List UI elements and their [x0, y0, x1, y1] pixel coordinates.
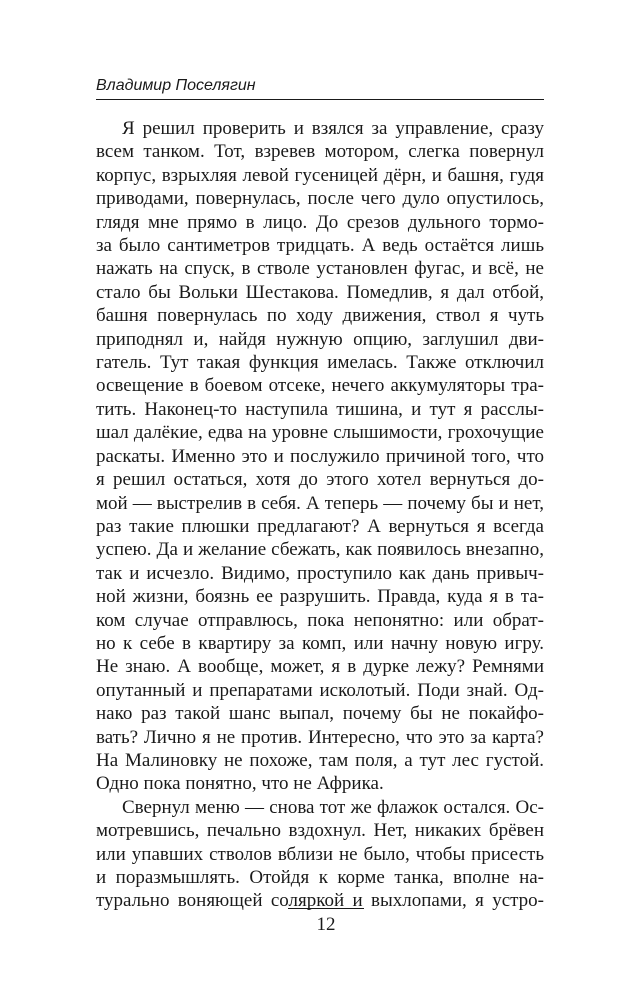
text-line: за было сантиметров тридцать. А ведь остаётся лишь: [96, 235, 544, 257]
header-divider: [96, 99, 544, 100]
text-line: тить. Наконец-то наступила тишина, и тут я расслы-: [96, 398, 544, 420]
text-line: нажать на спуск, в стволе установлен фугас, и всё, не: [96, 258, 544, 280]
text-line: Я решил проверить и взялся за управление, сразу: [122, 118, 544, 139]
body-text: [96, 117, 544, 913]
text-line: Свернул меню — снова тот же флажок остался. Ос-: [122, 796, 544, 818]
text-line: Не знаю. А вообще, может, я в дурке лежу? Ремнями: [96, 656, 544, 678]
text-line: раз такие плюшки предлагают? А вернуться я всегда: [96, 515, 544, 537]
text-line: освещение в боевом отсеке, нечего аккумуляторы тра-: [96, 375, 544, 397]
text-line: шал далёкие, едва на уровне слышимости, грохочущие: [96, 422, 544, 444]
text-line: глядя мне прямо в лицо. До срезов дульного тормо-: [96, 211, 544, 233]
text-line: корпус, взрыхляя левой гусеницей дёрн, и башня, гудя: [96, 164, 544, 186]
text-line: турально воняющей соляркой и выхлопами, я устро-: [96, 890, 544, 912]
text-line: вать? Лично я не против. Интересно, что это за карта?: [96, 726, 544, 748]
text-line: На Малиновку не похоже, там поля, а тут лес густой.: [96, 749, 544, 771]
text-line: всем танком. Тот, взревев мотором, слегка повернул: [96, 141, 544, 163]
text-line: Одно пока понятно, что не Африка.: [96, 773, 384, 795]
text-line: и поразмышлять. Отойдя к корме танка, вполне на-: [96, 867, 544, 888]
text-line: опутанный и препаратами исколотый. Поди знай. Од-: [96, 679, 544, 701]
text-line: раскаты. Именно это и послужило причиной того, что: [96, 445, 544, 467]
page-number: 12: [316, 914, 336, 935]
running-header-title: Владимир Поселягин: [96, 77, 256, 94]
text-line: но к себе в квартиру за комп, или начну новую игру.: [96, 632, 544, 654]
paragraph: [96, 117, 544, 796]
paragraph: [96, 796, 544, 913]
text-line: успею. Да и желание сбежать, как появилось внезапно,: [96, 539, 544, 561]
text-line: так и исчезло. Видимо, проступило как дань привыч-: [96, 562, 544, 584]
text-line: нако раз такой шанс выпал, почему бы не покайфо-: [96, 703, 544, 725]
text-line: стало бы Вольки Шестакова. Помедлив, я дал отбой,: [96, 281, 544, 303]
text-line: ком случае отправлюсь, пока непонятно: или обрат-: [96, 609, 544, 631]
text-line: я решил остаться, хотя до этого хотел вернуться до-: [96, 469, 544, 491]
text-line: или упавших стволов вблизи не было, чтобы присесть: [96, 843, 544, 865]
text-line: приводами, повернулась, после чего дуло опустилось,: [96, 188, 544, 210]
text-line: приподнял и, найдя нужную опцию, заглушил дви-: [96, 328, 544, 350]
text-line: башня повернулась по ходу движения, ствол я чуть: [96, 305, 544, 327]
text-line: мой — выстрелив в себя. А теперь — почему бы и нет,: [96, 492, 544, 514]
text-line: мотревшись, печально вздохнул. Нет, никаких брёвен: [96, 820, 544, 842]
text-line: ной жизни, боязнь ее разрушить. Правда, куда я в та-: [96, 586, 544, 608]
text-line: гатель. Тут такая функция имелась. Также отключил: [96, 352, 544, 374]
footer-divider: [288, 908, 364, 909]
